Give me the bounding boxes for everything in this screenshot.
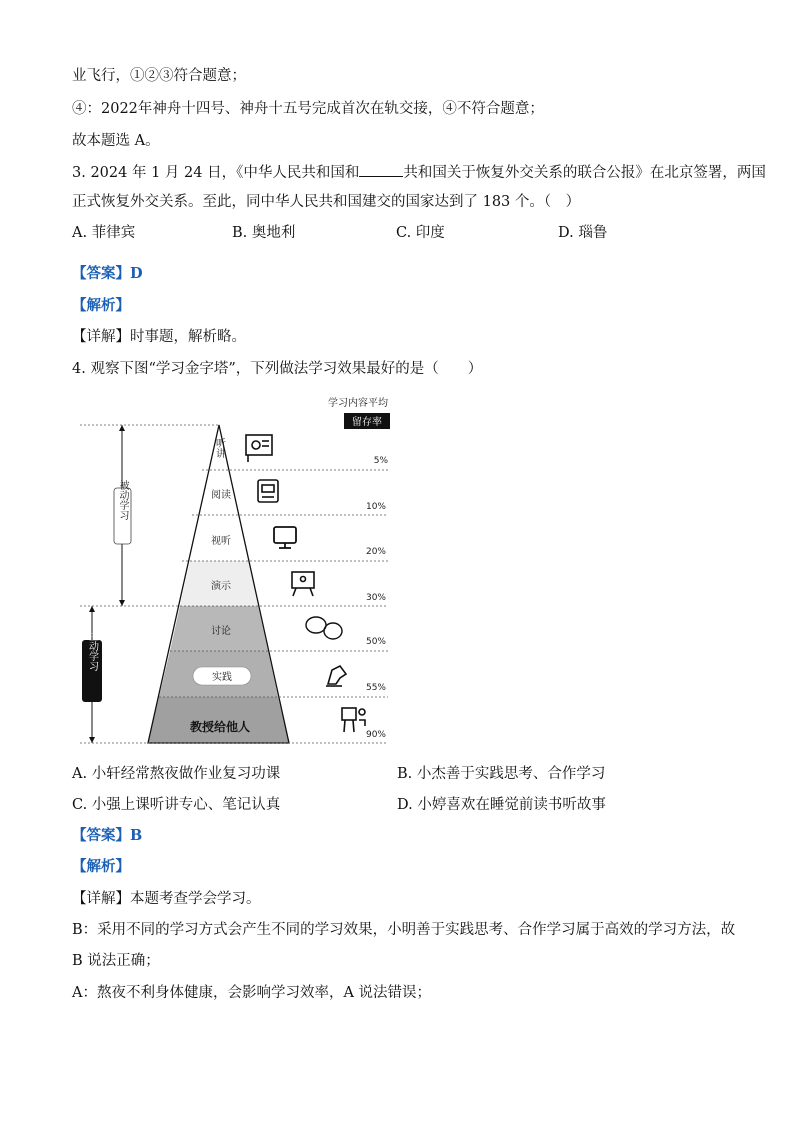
level-label-discuss: 讨论 bbox=[211, 626, 231, 637]
q4-explain-b-2: B 说法正确； bbox=[72, 953, 160, 969]
q3-option-d: D. 瑙鲁 bbox=[558, 225, 608, 241]
q3-answer: 【答案】D bbox=[72, 265, 143, 282]
q3-blank bbox=[359, 162, 403, 177]
monitor-icon bbox=[274, 527, 296, 548]
q3-stem-line-1 bbox=[72, 162, 766, 183]
level-label-teach: 教授给他人 bbox=[189, 720, 251, 734]
learning-pyramid-figure bbox=[70, 388, 400, 750]
q3-stem-part1: 3. 2024 年 1 月 24 日，《中华人民共和国和 bbox=[72, 165, 360, 181]
retention-badge: 留存率 bbox=[352, 417, 382, 428]
q4-explain-b-1: B：采用不同的学习方式会产生不同的学习效果，小明善于实践思考、合作学习属于高效的学习方法，故 bbox=[72, 922, 736, 938]
q3-stem-line-2: 正式恢复外交关系。至此，同中华人民共和国建交的国家达到了 183 个。（ ） bbox=[72, 194, 581, 210]
presentation-easel-icon bbox=[292, 572, 314, 596]
lecture-board-icon bbox=[246, 435, 272, 462]
level-label-practice: 实践 bbox=[212, 672, 232, 683]
passive-label: 被动学习 bbox=[117, 480, 128, 520]
text-line-1: 业飞行，①②③符合题意； bbox=[72, 68, 246, 84]
q4-option-a: A. 小轩经常熬夜做作业复习功课 bbox=[72, 766, 281, 782]
level-label-listen: 听讲 bbox=[213, 438, 225, 458]
q4-explain-a: A：熬夜不利身体健康，会影响学习效率，A 说法错误； bbox=[72, 985, 432, 1001]
rate-av: 20% bbox=[365, 547, 386, 557]
level-label-read: 阅读 bbox=[211, 490, 231, 501]
q3-detail: 【详解】时事题，解析略。 bbox=[72, 329, 246, 345]
text-line-2: ④：2022年神舟十四号、神舟十五号完成首次在轨交接，④不符合题意； bbox=[72, 101, 544, 117]
rate-demo: 30% bbox=[365, 593, 386, 603]
rate-discuss: 50% bbox=[365, 637, 386, 647]
q4-option-b: B. 小杰善于实践思考、合作学习 bbox=[397, 766, 606, 782]
q4-stem: 4. 观察下图“学习金字塔”，下列做法学习效果最好的是（ ） bbox=[72, 361, 483, 377]
book-reader-icon bbox=[258, 480, 278, 502]
q4-analysis: 【解析】 bbox=[72, 858, 130, 875]
rate-teach: 90% bbox=[365, 730, 386, 740]
q4-answer: 【答案】B bbox=[72, 827, 143, 844]
q3-option-b: B. 奥地利 bbox=[232, 225, 296, 241]
rate-practice: 55% bbox=[365, 683, 386, 693]
q3-option-a: A. 菲律宾 bbox=[72, 225, 136, 241]
q3-option-c: C. 印度 bbox=[396, 225, 445, 241]
rate-read: 10% bbox=[365, 502, 386, 512]
flexed-arm-icon bbox=[326, 666, 346, 686]
active-label: 主动学习 bbox=[86, 631, 98, 671]
level-label-demo: 演示 bbox=[211, 581, 231, 592]
q4-detail: 【详解】本题考查学会学习。 bbox=[72, 891, 261, 907]
q4-option-c: C. 小强上课听讲专心、笔记认真 bbox=[72, 797, 281, 813]
teaching-board-icon bbox=[342, 708, 365, 732]
level-label-av: 视听 bbox=[211, 536, 231, 547]
speech-bubbles-icon bbox=[306, 617, 342, 639]
q3-analysis: 【解析】 bbox=[72, 297, 130, 314]
q3-stem-part2: 共和国关于恢复外交关系的联合公报》在北京签署，两国 bbox=[403, 165, 766, 181]
pyramid-header: 学习内容平均 bbox=[328, 398, 388, 409]
q4-option-d: D. 小婷喜欢在睡觉前读书听故事 bbox=[397, 797, 606, 813]
text-line-3: 故本题选 A。 bbox=[72, 133, 160, 149]
rate-listen: 5% bbox=[373, 456, 388, 466]
